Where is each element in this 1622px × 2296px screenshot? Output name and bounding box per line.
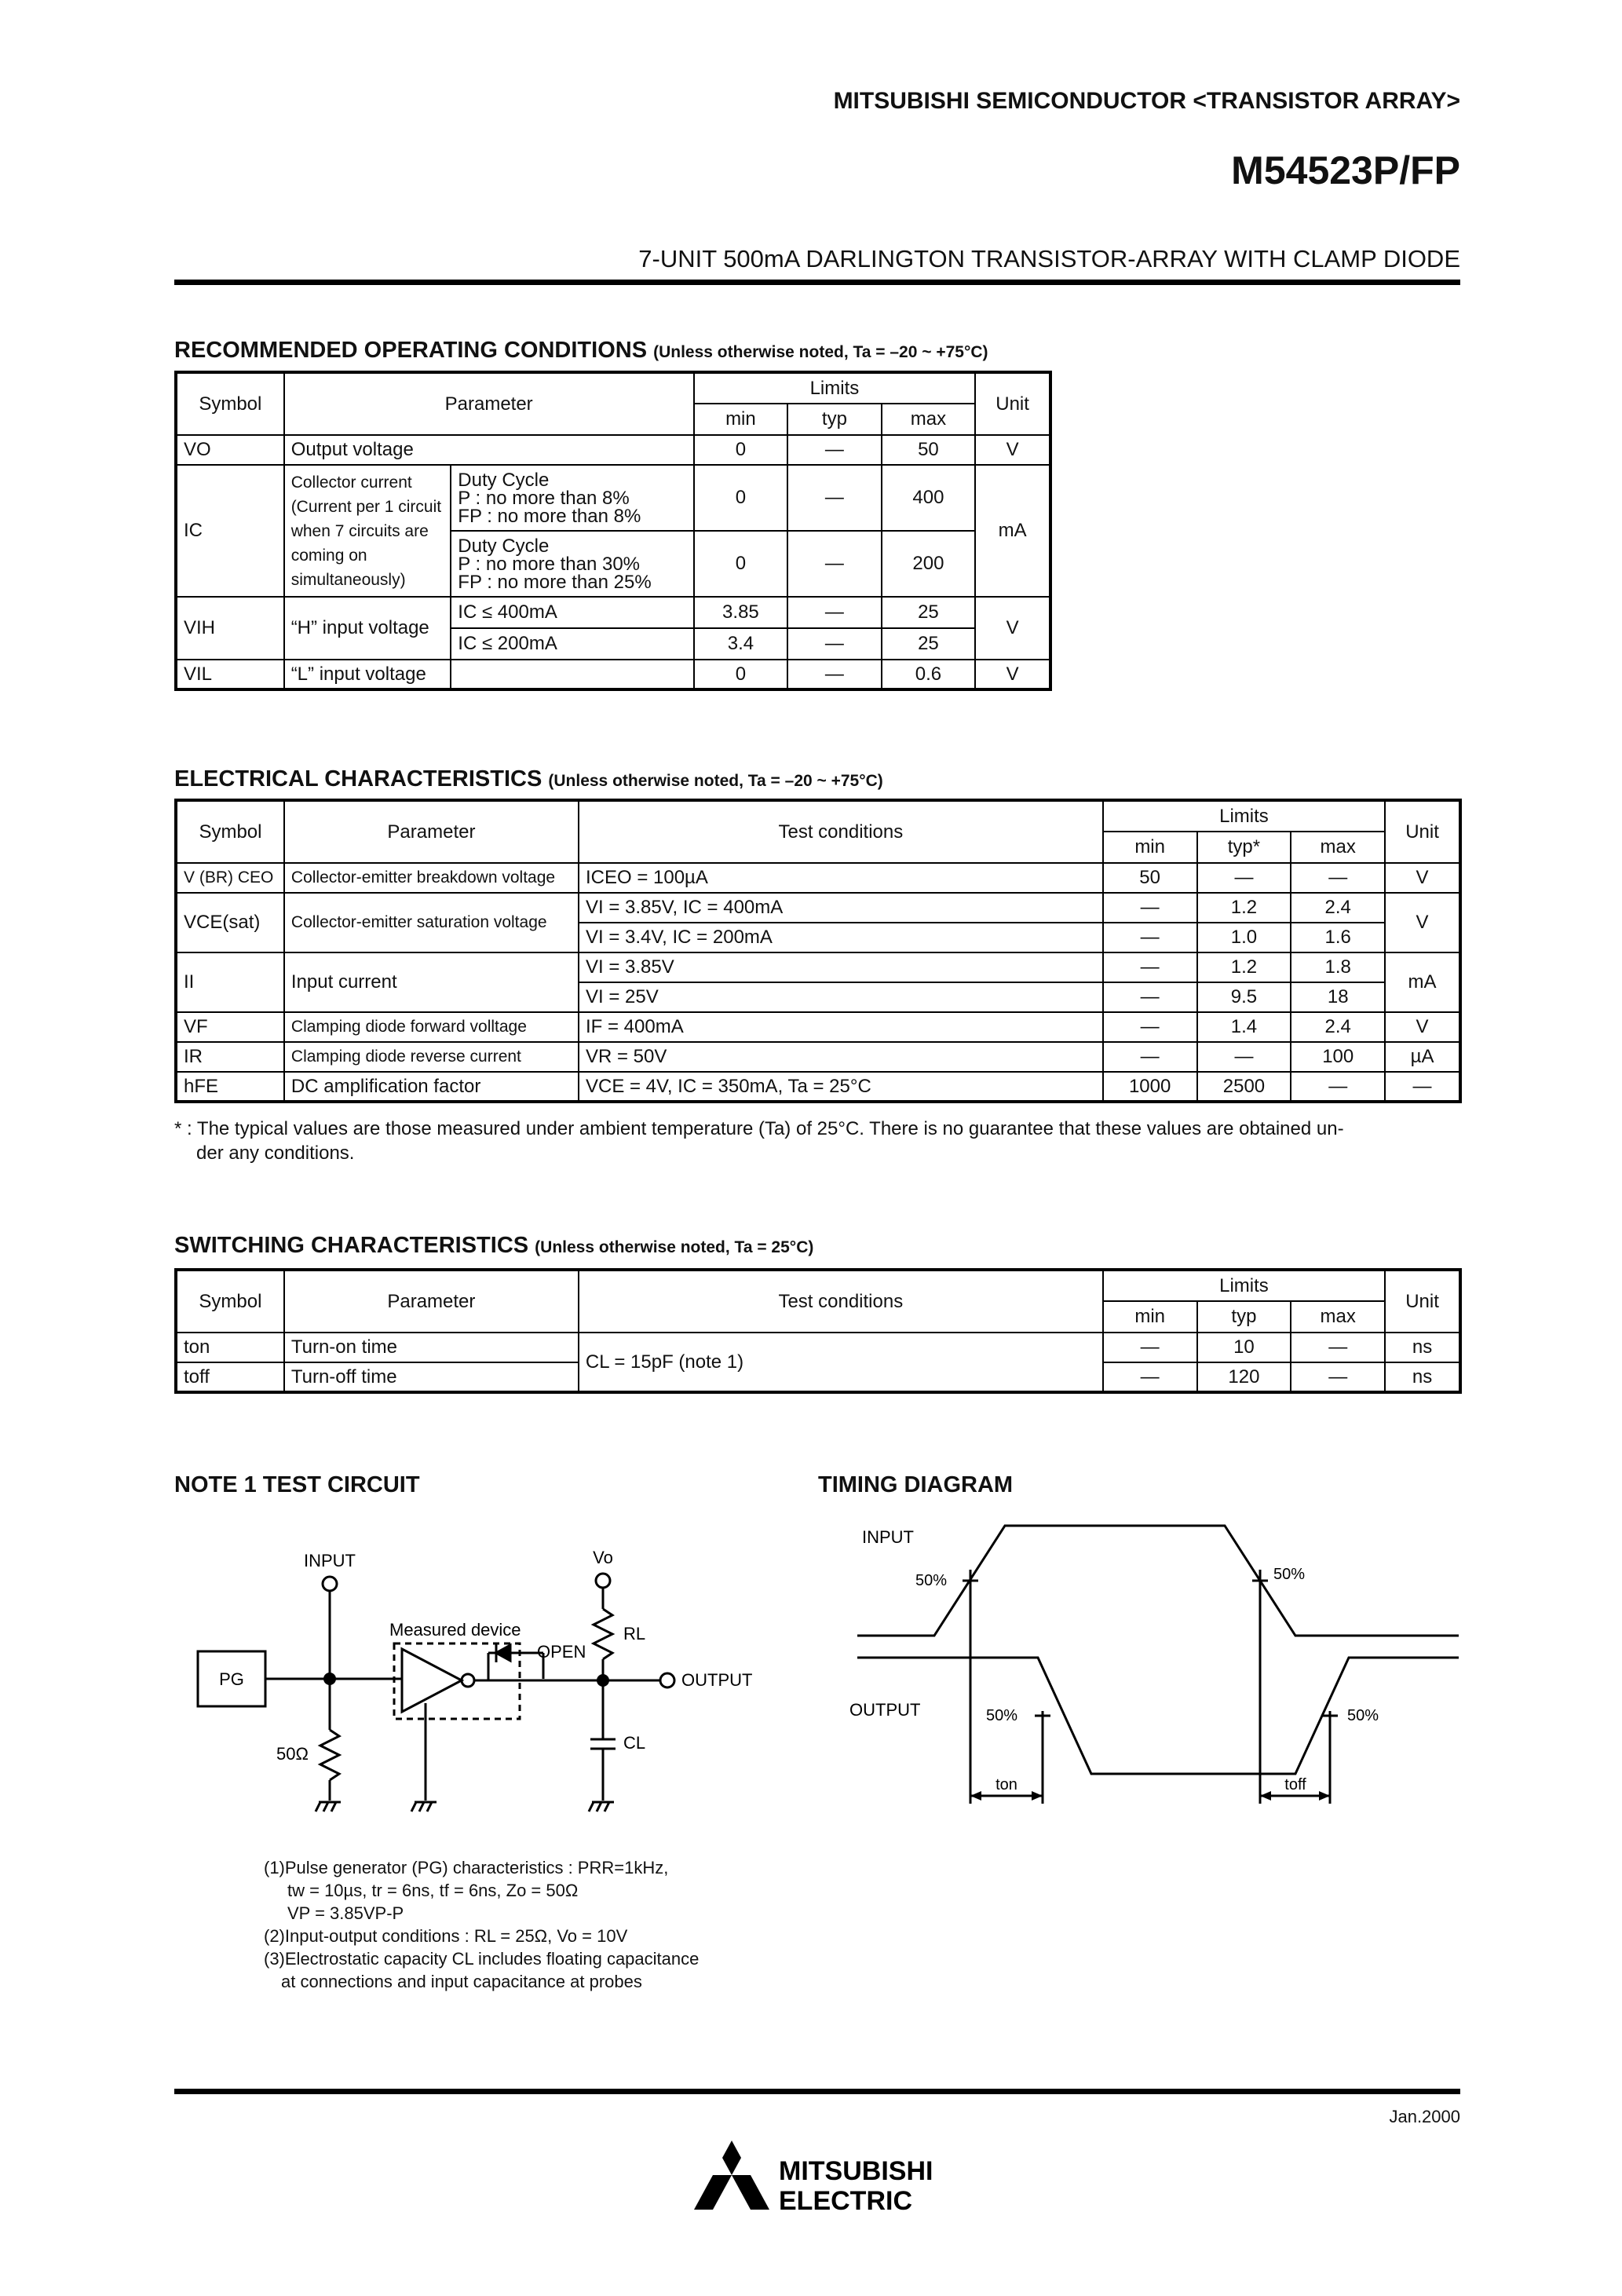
circuit-notes: (1)Pulse generator (PG) characteristics : PRR=1kHz, tw = 10µs, tr = 6ns, tf = 6ns, Zo = 50Ω VP = 3.85VP-P (2)Input-output conditions : RL = 25Ω, Vo = 10V (3)Electrostatic capacity CL includes floating capacitance at connections and input capacitance at probes — [264, 1858, 700, 1991]
table-row: VO Output voltage 0 — 50 V — [176, 435, 1050, 465]
table-row: VCE(sat) Collector-emitter saturation voltage VI = 3.85V, IC = 400mA — 1.2 2.4 V — [176, 893, 1460, 923]
sc-title: SWITCHING CHARACTERISTICS (Unless otherwise noted, Ta = 25°C) — [174, 1233, 814, 1258]
circuit-title: NOTE 1 TEST CIRCUIT — [174, 1472, 420, 1497]
test-circuit-diagram — [174, 1519, 787, 1841]
part-number: M54523P/FP — [1231, 148, 1460, 192]
table-row: ton Turn-on time CL = 15pF (note 1) — 10 — ns — [176, 1333, 1460, 1362]
table-row: Duty Cycle P : no more than 30% FP : no more than 25% 0 — 200 — [176, 531, 1050, 597]
company-line: MITSUBISHI SEMICONDUCTOR <TRANSISTOR ARRAY> — [833, 88, 1460, 114]
table-row: toff Turn-off time — 120 — ns — [176, 1362, 1460, 1392]
toff-label: toff — [1284, 1776, 1306, 1793]
pg-label: PG — [219, 1669, 244, 1689]
footer-rule — [174, 2089, 1460, 2094]
table-row: IC Collector current (Current per 1 circuit when 7 circuits are coming on simultaneously) Duty Cycle P : no more than 8% FP : no more than 8% 0 — 400 mA — [176, 465, 1050, 531]
table-row: V (BR) CEO Collector-emitter breakdown voltage ICEO = 100µA 50 — — V — [176, 863, 1460, 893]
ec-footnote: * : The typical values are those measured under ambient temperature (Ta) of 25°C. There is no guarantee that these values are obtained un- der any conditions. — [174, 1118, 1344, 1164]
timing-diagram — [832, 1519, 1476, 1834]
table-row: hFE DC amplification factor VCE = 4V, IC = 350mA, Ta = 25°C 1000 2500 — — — [176, 1072, 1460, 1102]
timing-output-label: OUTPUT — [849, 1700, 921, 1720]
logo-text-mitsubishi: MITSUBISHI — [779, 2156, 933, 2186]
ton-label: ton — [995, 1776, 1017, 1793]
timing-title: TIMING DIAGRAM — [818, 1472, 1014, 1497]
timing-input-label: INPUT — [862, 1527, 914, 1547]
table-row: IC ≤ 200mA 3.4 — 25 — [176, 628, 1050, 660]
circuit-vo-label: Vo — [593, 1548, 613, 1567]
output-label: OUTPUT — [681, 1670, 753, 1690]
table-row: II Input current VI = 3.85V — 1.2 1.8 mA — [176, 952, 1460, 982]
ec-table: Symbol Parameter Test conditions Limits Unit min typ* max V (BR) CEO Collector-emitter breakdown voltage ICEO = 100µA 50 — — V VCE(sat) Collector-emitter saturation voltage VI = 3.85V, IC = 400mA — 1.2 2.4 V VI = 3.4V, IC = 200mA — 1.0 1.6 II Input current VI = 3.85V — 1.2 1.8 mA VI = 25V — 9.5 18 VF Clamping diode forward volltage IF = 400mA — 1.4 2.4 V IR Clamping diode reverse current VR = 50V — — 100 µA hFE DC amplification factor VCE = 4V, IC = 350mA, Ta = 25°C 1000 2500 — — — [174, 799, 1462, 1103]
table-row: VIH “H” input voltage IC ≤ 400mA 3.85 — 25 V — [176, 597, 1050, 628]
mitsubishi-logo — [694, 2137, 953, 2232]
circuit-input-label: INPUT — [304, 1551, 356, 1570]
table-row: VI = 3.4V, IC = 200mA — 1.0 1.6 — [176, 923, 1460, 952]
table-row: VIL “L” input voltage 0 — 0.6 V — [176, 660, 1050, 689]
table-row: IR Clamping diode reverse current VR = 50V — — 100 µA — [176, 1042, 1460, 1072]
ec-title: ELECTRICAL CHARACTERISTICS (Unless otherwise noted, Ta = –20 ~ +75°C) — [174, 766, 883, 792]
table-row: VF Clamping diode forward volltage IF = 400mA — 1.4 2.4 V — [176, 1012, 1460, 1042]
sc-table: Symbol Parameter Test conditions Limits Unit min typ max ton Turn-on time CL = 15pF (note 1) — 10 — ns toff Turn-off time — 120 — ns — [174, 1268, 1462, 1394]
page-subtitle: 7-UNIT 500mA DARLINGTON TRANSISTOR-ARRAY WITH CLAMP DIODE — [638, 245, 1460, 272]
logo-text-electric: ELECTRIC — [779, 2186, 912, 2216]
output-fall-50-label: 50% — [986, 1707, 1018, 1724]
cl-label: CL — [623, 1733, 646, 1753]
buffer-symbol — [402, 1649, 462, 1712]
roc-table: Symbol Parameter Limits Unit min typ max VO Output voltage 0 — 50 V IC Collector current (Current per 1 circuit when 7 circuits are coming on simultaneously) Duty Cycle P : no more than 8% FP : no more than 8% 0 — 400 mA Duty Cycle P : no more than 30% FP : no more than 25% 0 — 200 VIH “H” input voltage IC ≤ 400mA 3.85 — 25 V IC ≤ 200mA 3.4 — 25 VIL “L” input voltage 0 — 0.6 V — [174, 371, 1052, 691]
input-waveform — [857, 1526, 1459, 1636]
header-rule — [174, 280, 1460, 285]
measured-device-label: Measured device — [389, 1620, 521, 1640]
r50-label: 50Ω — [276, 1744, 309, 1764]
revision-date: Jan.2000 — [1389, 2107, 1460, 2126]
table-row: VI = 25V — 9.5 18 — [176, 982, 1460, 1012]
rl-label: RL — [623, 1624, 646, 1643]
open-label: OPEN — [537, 1642, 586, 1662]
input-fall-50-label: 50% — [1273, 1566, 1306, 1583]
output-rise-50-label: 50% — [1347, 1707, 1379, 1724]
input-rise-50-label: 50% — [915, 1572, 948, 1589]
roc-title: RECOMMENDED OPERATING CONDITIONS (Unless otherwise noted, Ta = –20 ~ +75°C) — [174, 338, 988, 363]
